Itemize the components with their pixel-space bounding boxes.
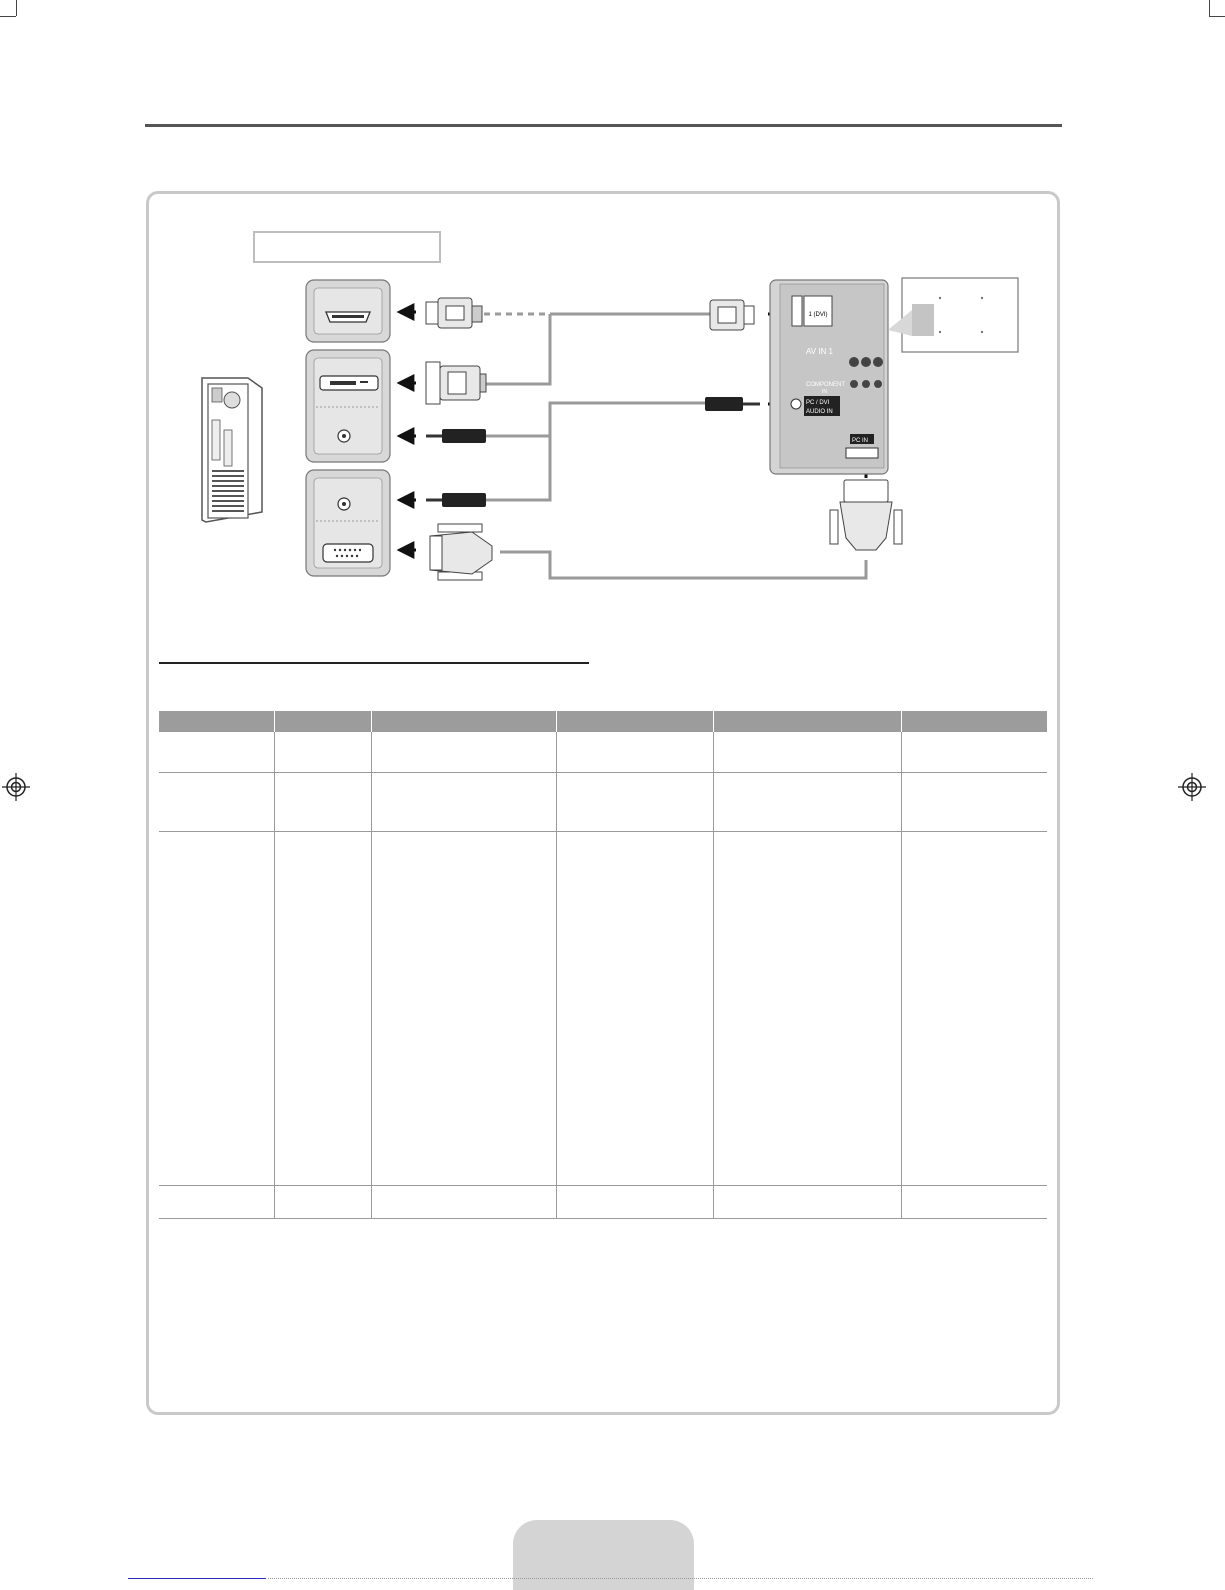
tv-pc-in-port-icon: [846, 448, 878, 458]
table-row: [159, 832, 1047, 1186]
registration-mark-right-icon: [1178, 773, 1206, 801]
table-cell: [371, 1186, 556, 1219]
table-cell: [371, 832, 556, 1186]
tv-rear-panel: [770, 280, 888, 474]
diagram-caption-box: [253, 231, 441, 263]
table-row: [159, 1186, 1047, 1219]
table-cell: [556, 773, 713, 832]
tv-audio-plug-icon: [705, 397, 760, 411]
table-header-cell: [556, 711, 713, 732]
table-cell: [713, 773, 901, 832]
table-header-cell: [901, 711, 1047, 732]
table-cell: [371, 773, 556, 832]
pc-hdmi-port-panel: [306, 280, 390, 342]
table-cell: [159, 832, 274, 1186]
crop-mark-top-right: [1209, 0, 1210, 16]
table-cell: [556, 1186, 713, 1219]
table-cell: [713, 1186, 901, 1219]
table-header-cell: [371, 711, 556, 732]
table-header-cell: [713, 711, 901, 732]
table-cell: [274, 832, 371, 1186]
dvi-plug-icon: [426, 362, 486, 404]
tv-hdmi-port-label: 1 (DVI): [808, 312, 828, 318]
tv-hdmi-port-icon: [792, 296, 802, 326]
pc-tower-icon: [202, 378, 262, 522]
table-cell: [159, 773, 274, 832]
table-row: [159, 732, 1047, 773]
tv-pc-in-label: PC IN: [852, 438, 869, 444]
hdmi-plug-icon: [426, 298, 482, 328]
tv-pc-dvi-label: PC / DVI: [806, 400, 830, 406]
table-row: [159, 773, 1047, 832]
pc-dvi-audio-panel: [306, 350, 390, 462]
table-cell: [274, 773, 371, 832]
table-cell: [713, 832, 901, 1186]
header-rule: [145, 124, 1062, 127]
crop-mark-top-left: [16, 0, 17, 16]
table-cell: [901, 773, 1047, 832]
table-header-cell: [159, 711, 274, 732]
table-header-row: [159, 711, 1047, 732]
table-header-cell: [274, 711, 371, 732]
crop-mark-top-left-h: [0, 16, 16, 17]
display-mode-table: [159, 711, 1047, 1219]
table-cell: [556, 732, 713, 773]
pc-side-arrows: [400, 312, 416, 550]
registration-mark-left-icon: [2, 773, 30, 801]
tv-component-label: COMPONENT: [806, 382, 845, 388]
table-cell: [274, 1186, 371, 1219]
tv-hdmi-plug-icon: [710, 300, 754, 330]
audio-plug-icon: [426, 429, 486, 507]
table-cell: [274, 732, 371, 773]
table-cell: [901, 732, 1047, 773]
footer-dotted-line: [268, 1578, 1093, 1579]
tv-thumbnail-icon: [888, 278, 1018, 352]
table-cell: [159, 1186, 274, 1219]
table-cell: [901, 832, 1047, 1186]
tv-audio-in-label: AUDIO IN: [806, 409, 833, 415]
pc-connection-diagram: [190, 270, 1040, 590]
table-cell: [159, 732, 274, 773]
tv-av-in-label: AV IN 1: [806, 347, 833, 356]
tv-vga-plug-icon: [830, 480, 902, 550]
section-heading-underline: [159, 662, 589, 664]
tv-audio-in-jack-icon: [791, 399, 801, 409]
table-cell: [901, 1186, 1047, 1219]
crop-mark-top-right-h: [1209, 16, 1225, 17]
vga-plug-icon: [430, 524, 492, 580]
page-number-tab: [513, 1520, 694, 1590]
footer-file-link-line: [128, 1578, 266, 1579]
tv-component-sub-label: IN: [822, 389, 827, 395]
table-cell: [556, 832, 713, 1186]
pc-audio-vga-panel: [306, 470, 390, 576]
table-cell: [371, 732, 556, 773]
table-cell: [713, 732, 901, 773]
